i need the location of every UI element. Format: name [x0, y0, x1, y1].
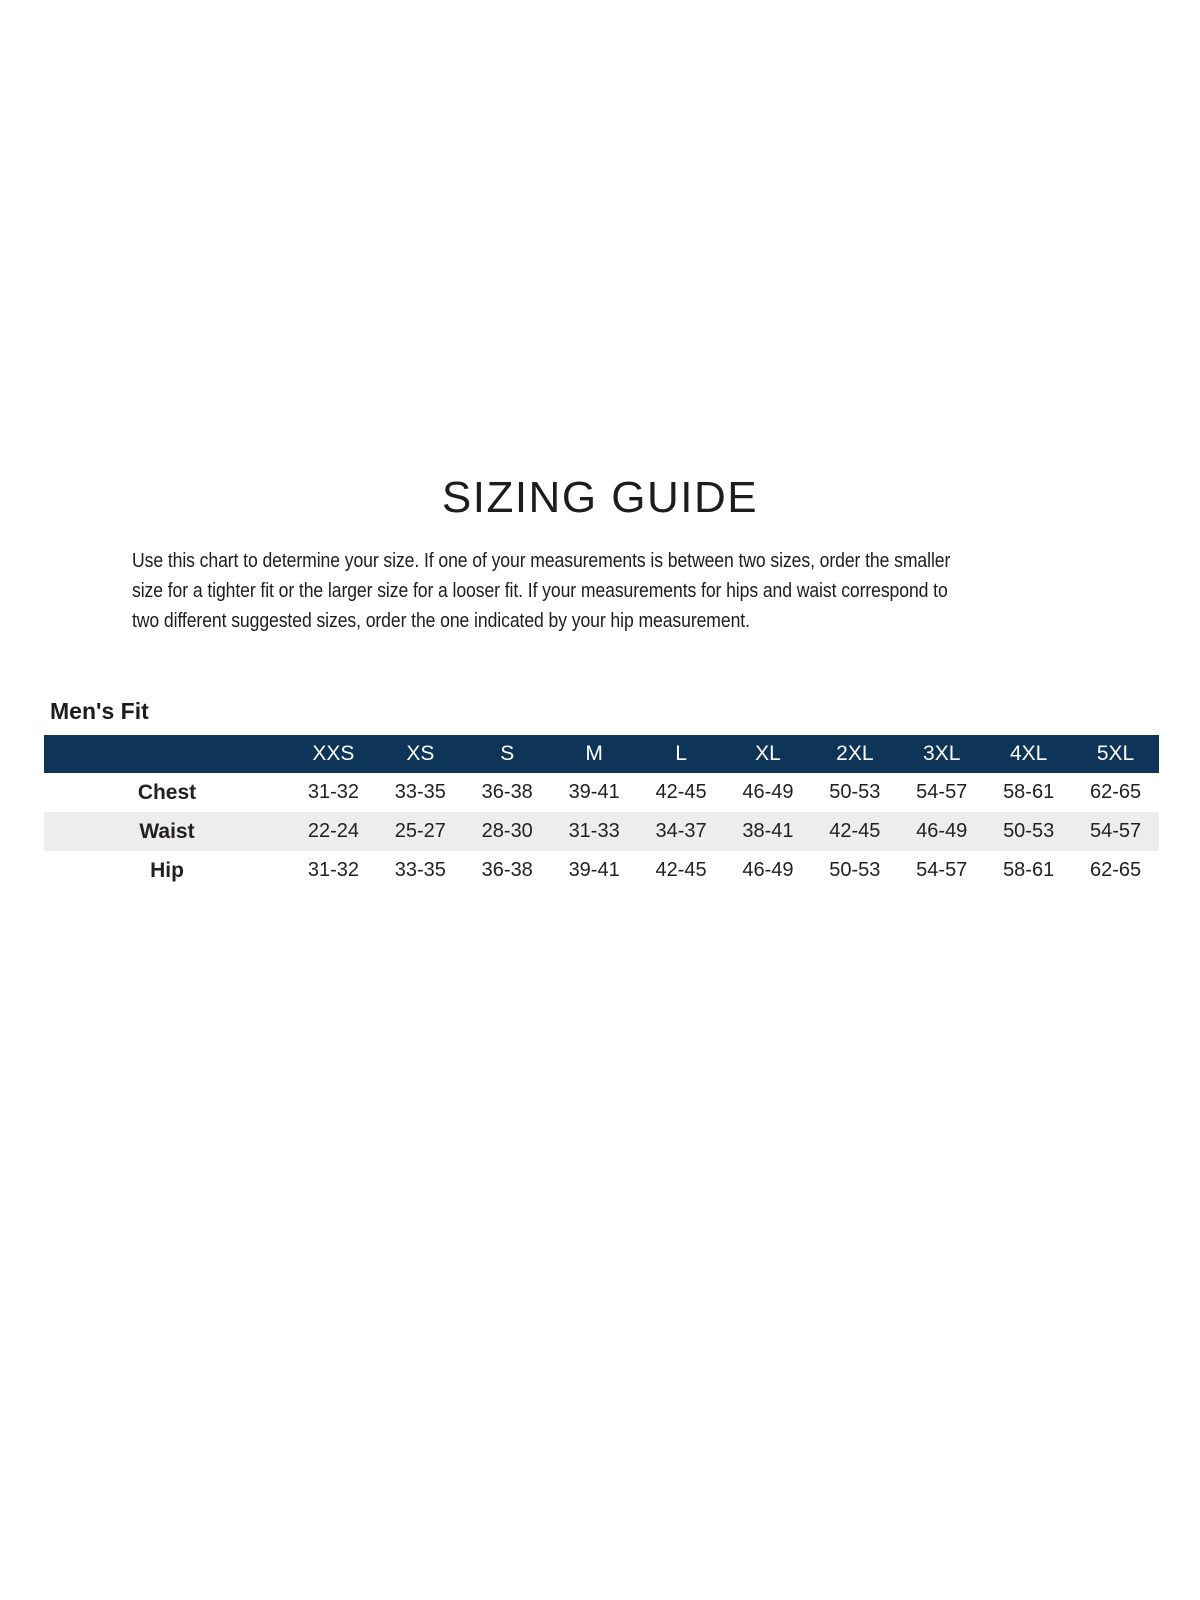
size-value: 54-57	[1072, 812, 1159, 851]
size-value: 33-35	[377, 773, 464, 812]
row-label-chest: Chest	[44, 773, 290, 812]
size-column-header-s: S	[464, 735, 551, 773]
size-column-header-xs: XS	[377, 735, 464, 773]
size-value: 62-65	[1072, 773, 1159, 812]
size-value: 38-41	[725, 812, 812, 851]
size-value: 33-35	[377, 851, 464, 890]
size-value: 28-30	[464, 812, 551, 851]
size-column-header-5xl: 5XL	[1072, 735, 1159, 773]
size-value: 54-57	[898, 851, 985, 890]
size-column-header-m: M	[551, 735, 638, 773]
size-value: 54-57	[898, 773, 985, 812]
size-value: 34-37	[638, 812, 725, 851]
size-table	[44, 735, 1159, 890]
intro-line-1: Use this chart to determine your size. If one of your measurements is between two sizes, order the smaller	[132, 550, 951, 572]
size-value: 36-38	[464, 773, 551, 812]
size-value: 39-41	[551, 851, 638, 890]
size-value: 36-38	[464, 851, 551, 890]
size-value: 25-27	[377, 812, 464, 851]
size-value: 39-41	[551, 773, 638, 812]
size-column-header-xl: XL	[725, 735, 812, 773]
size-column-header-l: L	[638, 735, 725, 773]
table-corner-cell	[44, 735, 290, 773]
size-value: 62-65	[1072, 851, 1159, 890]
size-value: 58-61	[985, 773, 1072, 812]
size-value: 31-32	[290, 773, 377, 812]
intro-line-3: two different suggested sizes, order the one indicated by your hip measurement.	[132, 610, 750, 632]
page-title: SIZING GUIDE	[441, 473, 759, 522]
size-column-header-4xl: 4XL	[985, 735, 1072, 773]
size-value: 50-53	[811, 851, 898, 890]
intro-line-2: size for a tighter fit or the larger size for a looser fit. If your measurements for hips and waist correspond to	[132, 580, 948, 602]
row-label-waist: Waist	[44, 812, 290, 851]
intro-paragraph	[132, 546, 950, 636]
size-value: 50-53	[811, 773, 898, 812]
size-value: 46-49	[898, 812, 985, 851]
size-value: 42-45	[638, 851, 725, 890]
row-label-hip: Hip	[44, 851, 290, 890]
size-column-header-2xl: 2XL	[811, 735, 898, 773]
size-value: 31-33	[551, 812, 638, 851]
size-value: 50-53	[985, 812, 1072, 851]
size-value: 42-45	[811, 812, 898, 851]
size-value: 22-24	[290, 812, 377, 851]
size-value: 42-45	[638, 773, 725, 812]
size-column-header-3xl: 3XL	[898, 735, 985, 773]
size-value: 31-32	[290, 851, 377, 890]
size-value: 46-49	[725, 851, 812, 890]
size-column-header-xxs: XXS	[290, 735, 377, 773]
size-value: 58-61	[985, 851, 1072, 890]
size-value: 46-49	[725, 773, 812, 812]
mens-fit-label: Men's Fit	[50, 698, 149, 724]
